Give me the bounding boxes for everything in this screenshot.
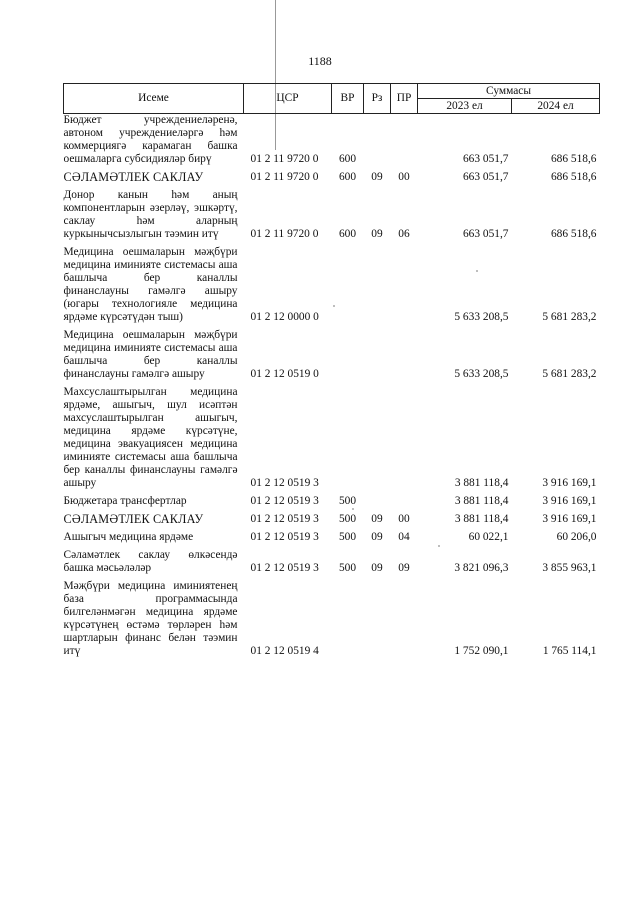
row-2024: 686 518,6: [550, 171, 597, 183]
row-csr: 01 2 12 0000 0: [250, 311, 319, 323]
row-csr: 01 2 12 0519 4: [250, 645, 319, 657]
table-row: [64, 166, 600, 184]
row-rz: [364, 490, 391, 508]
row-pr: 09: [398, 562, 410, 574]
row-vr: [332, 241, 364, 324]
row-2024: 3 916 169,1: [542, 477, 597, 489]
row-vr: 600: [338, 228, 357, 240]
row-name: Ашыгыч медицина ярдәме: [63, 531, 194, 543]
row-rz: [364, 381, 391, 490]
col-header-sums: Суммасы: [418, 84, 600, 99]
row-2023: 1 752 090,1: [454, 645, 509, 657]
row-pr: [391, 241, 418, 324]
row-2023: 3 881 118,4: [454, 495, 509, 507]
row-vr: 600: [338, 171, 357, 183]
row-rz: [364, 114, 391, 167]
row-2024: 3 916 169,1: [542, 495, 597, 507]
row-2024: 686 518,6: [550, 153, 597, 165]
col-header-2023: 2023 ел: [418, 99, 512, 114]
row-pr: 04: [398, 531, 410, 543]
row-2024: 5 681 283,2: [542, 368, 597, 380]
row-name: СӘЛАМӘТЛЕК САКЛАУ: [63, 512, 204, 526]
row-pr: 00: [398, 171, 410, 183]
row-csr: 01 2 12 0519 3: [250, 531, 319, 543]
row-rz: 09: [371, 531, 383, 543]
row-2024: 1 765 114,1: [542, 645, 597, 657]
col-header-csr: ЦСР: [244, 84, 332, 114]
budget-table: [63, 83, 600, 658]
row-pr: 06: [398, 228, 410, 240]
row-name: Медицина оешмаларын мәҗбүри медицина иминияте системасы аша башлыча бер каналлы финанслауны гамәлгә ашыру: [63, 329, 238, 380]
row-rz: 09: [371, 562, 383, 574]
row-csr: 01 2 11 9720 0: [250, 171, 319, 183]
row-rz: [364, 324, 391, 381]
row-pr: [391, 490, 418, 508]
row-csr: 01 2 11 9720 0: [250, 228, 319, 240]
row-rz: [364, 241, 391, 324]
table-row: [64, 544, 600, 575]
row-2023: 5 633 208,5: [454, 368, 509, 380]
page-number: 1188: [308, 54, 332, 68]
row-pr: [391, 381, 418, 490]
table-row: [64, 114, 600, 167]
row-2024: 3 916 169,1: [542, 513, 597, 525]
table-row: [64, 324, 600, 381]
table-row: [64, 241, 600, 324]
row-name: СӘЛАМӘТЛЕК САКЛАУ: [63, 170, 204, 184]
table-row: [64, 575, 600, 658]
row-2023: 60 022,1: [468, 531, 509, 543]
col-header-vr: ВР: [332, 84, 364, 114]
row-2024: 3 855 963,1: [542, 562, 597, 574]
row-2023: 5 633 208,5: [454, 311, 509, 323]
table-row: [64, 381, 600, 490]
row-2024: 60 206,0: [556, 531, 597, 543]
col-header-pr: ПР: [391, 84, 418, 114]
row-2024: 686 518,6: [550, 228, 597, 240]
row-vr: [332, 575, 364, 658]
row-csr: 01 2 12 0519 3: [250, 562, 319, 574]
row-pr: [391, 114, 418, 167]
row-name: Мәҗбүри медицина иминиятенең база программасында билгеләнмәгән медицина ярдәме күрсәтүнең өстәмә төрләрен һәм шартларын финанс белән тәэмин итү: [63, 580, 238, 657]
table-row: [64, 508, 600, 526]
col-header-name: Исеме: [64, 84, 244, 114]
row-vr: 500: [338, 495, 357, 507]
row-name: Медицина оешмаларын мәҗбүри медицина иминияте системасы аша башлыча бер каналлы финанслауны гамәлгә ашыру (югары технологияле медицина ярдәме күрсәтүдән тыш): [63, 246, 238, 323]
row-2023: 663 051,7: [462, 153, 509, 165]
row-2023: 3 881 118,4: [454, 513, 509, 525]
row-csr: 01 2 11 9720 0: [250, 153, 319, 165]
row-name: Махсуслаштырылган медицина ярдәме, ашыгыч, шул исәптән махсуслаштырылган ашыгыч, медицина ярдәме күрсәтүне, медицина эвакуациясен медицина иминияте системасы аша башлыча бер каналлы финанслауны гамәлгә ашыру: [63, 386, 238, 489]
row-2023: 663 051,7: [462, 171, 509, 183]
row-name: Бюджетара трансфертлар: [63, 495, 187, 507]
row-pr: [391, 324, 418, 381]
row-vr: 500: [338, 562, 357, 574]
row-2024: 5 681 283,2: [542, 311, 597, 323]
row-vr: 600: [338, 153, 357, 165]
row-vr: 500: [338, 531, 357, 543]
row-2023: 3 881 118,4: [454, 477, 509, 489]
row-csr: 01 2 12 0519 3: [250, 513, 319, 525]
row-rz: 09: [371, 513, 383, 525]
col-header-rz: Рз: [364, 84, 391, 114]
row-rz: [364, 575, 391, 658]
row-name: Донор канын һәм аның компонентларын әзерләү, эшкәртү, саклау һәм аларның куркынычсызлыгын тәэмин итү: [63, 189, 238, 240]
row-rz: 09: [371, 228, 383, 240]
row-pr: 00: [398, 513, 410, 525]
row-rz: 09: [371, 171, 383, 183]
row-2023: 663 051,7: [462, 228, 509, 240]
row-2023: 3 821 096,3: [454, 562, 509, 574]
row-name: Сәламәтлек саклау өлкәсендә башка мәсьәләләр: [63, 549, 238, 574]
col-header-2024: 2024 ел: [512, 99, 600, 114]
row-name: Бюджет учреждениеләренә, автоном учреждениеләргә һәм коммерциягә карамаган башка оешмаларга субсидияләр бирү: [63, 114, 238, 165]
row-csr: 01 2 12 0519 3: [250, 477, 319, 489]
table-row: [64, 526, 600, 544]
table-row: [64, 184, 600, 241]
row-vr: [332, 381, 364, 490]
table-row: [64, 490, 600, 508]
row-csr: 01 2 12 0519 3: [250, 495, 319, 507]
row-csr: 01 2 12 0519 0: [250, 368, 319, 380]
row-vr: [332, 324, 364, 381]
row-vr: 500: [338, 513, 357, 525]
row-pr: [391, 575, 418, 658]
